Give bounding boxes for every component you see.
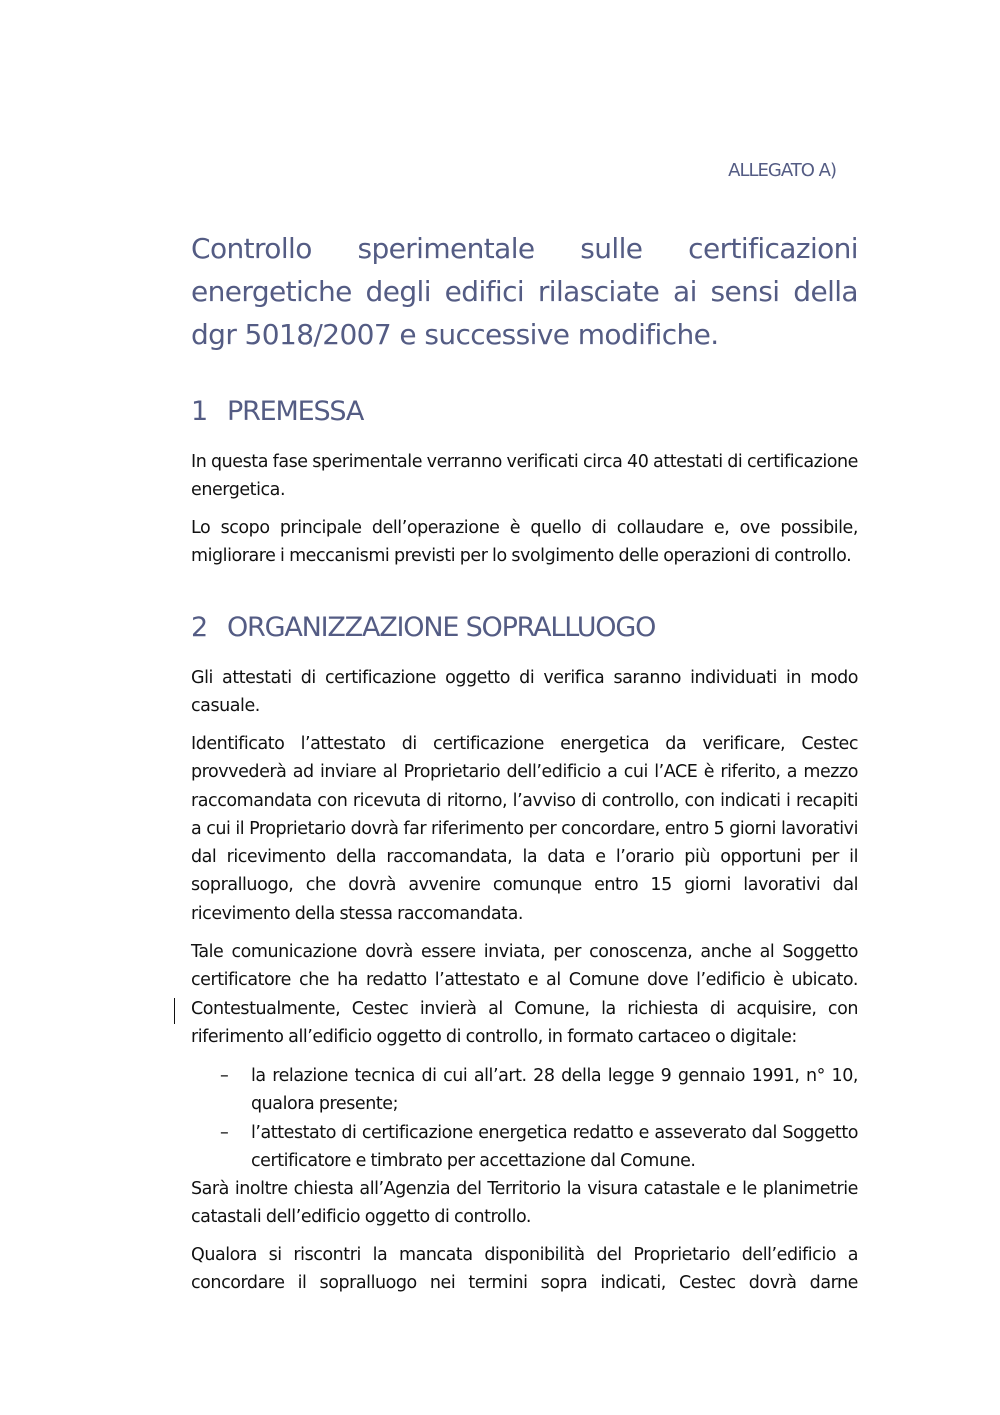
list-bullet: – <box>220 1066 229 1086</box>
revision-margin-bar <box>174 998 175 1024</box>
document-title: Controllo sperimentale sulle certificazioni energetiche degli edifici rilasciate ai sensi della dgr 5018/2007 e successive modifiche. <box>191 232 858 351</box>
section-title: PREMESSA <box>227 396 364 427</box>
list-item: la relazione tecnica di cui all’art. 28 della legge 9 gennaio 1991, n° 10, qualora presente; <box>251 1066 858 1115</box>
section-heading-organizzazione <box>191 612 858 643</box>
list-item: l’attestato di certificazione energetica redatto e asseverato dal Soggetto certificatore e timbrato per accettazione dal Comune. <box>251 1123 858 1172</box>
paragraph: In questa fase sperimentale verranno verificati circa 40 attestati di certificazione energetica. <box>191 452 858 501</box>
paragraph: Tale comunicazione dovrà essere inviata, per conoscenza, anche al Soggetto certificatore che ha redatto l’attestato e al Comune dove l’edificio è ubicato. Contestualmente, Cestec invierà al Comune, la richiesta di acquisire, con riferimento all’edificio oggetto di controllo, in formato cartaceo o digitale: <box>191 942 858 1047</box>
paragraph: Qualora si riscontri la mancata disponibilità del Proprietario dell’edificio a concordare il sopralluogo nei termini sopra indicati, Cestec dovrà darne <box>191 1245 858 1294</box>
attachment-label: ALLEGATO A) <box>728 160 836 181</box>
paragraph: Sarà inoltre chiesta all’Agenzia del Territorio la visura catastale e le planimetrie catastali dell’edificio oggetto di controllo. <box>191 1179 858 1228</box>
list-bullet: – <box>220 1123 229 1143</box>
paragraph: Gli attestati di certificazione oggetto di verifica saranno individuati in modo casuale. <box>191 668 858 717</box>
paragraph: Lo scopo principale dell’operazione è quello di collaudare e, ove possibile, migliorare i meccanismi previsti per lo svolgimento delle operazioni di controllo. <box>191 518 858 567</box>
section-title: ORGANIZZAZIONE SOPRALLUOGO <box>227 612 656 643</box>
section-heading-premessa <box>191 396 858 427</box>
paragraph: Identificato l’attestato di certificazione energetica da verificare, Cestec provvederà ad inviare al Proprietario dell’edificio a cui l’ACE è riferito, a mezzo raccomandata con ricevuta di ritorno, l’avviso di controllo, con indicati i recapiti a cui il Proprietario dovrà far riferimento per concordare, entro 5 giorni lavorativi dal ricevimento della raccomandata, la data e l’orario più opportuni per il sopralluogo, che dovrà avvenire comunque entro 15 giorni lavorativi dal ricevimento della stessa raccomandata. <box>191 734 858 924</box>
section-number: 2 <box>191 612 207 643</box>
section-number: 1 <box>191 396 207 427</box>
